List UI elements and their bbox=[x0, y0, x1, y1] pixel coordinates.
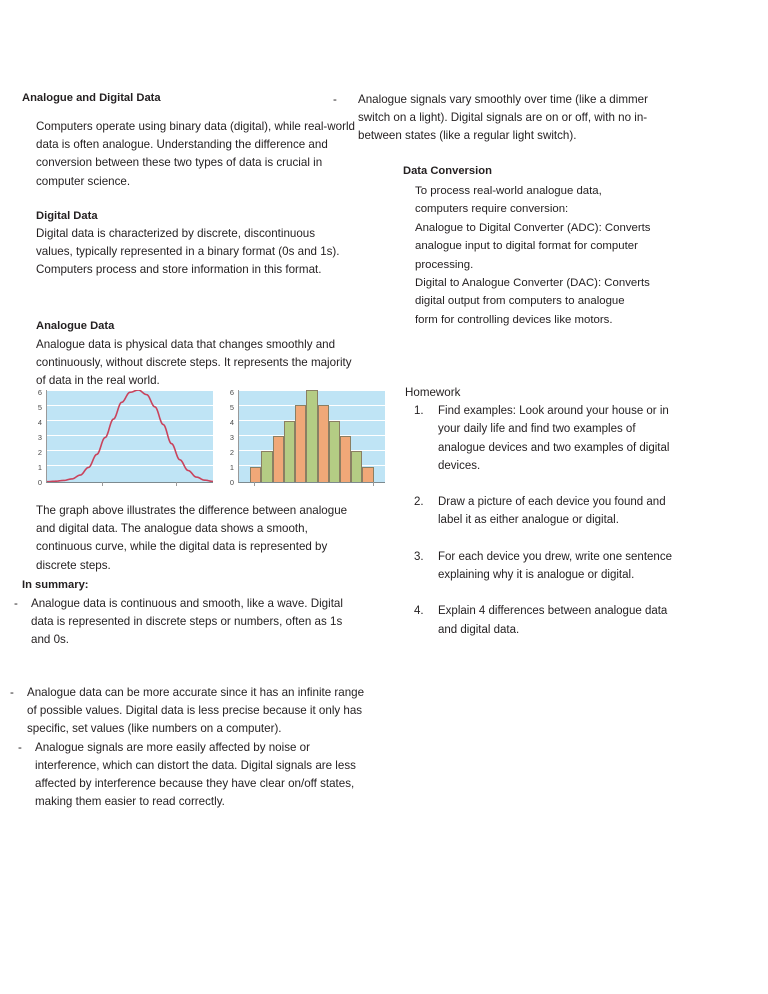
homework-list bbox=[414, 402, 681, 639]
bullet-marker: - bbox=[14, 597, 18, 610]
x-tick bbox=[373, 482, 374, 486]
bullet-text: Analogue data can be more accurate since it has an infinite range of possible values. Digital data is less precise because it only has specific, set values (like numbers on a computer). bbox=[27, 686, 365, 736]
bar bbox=[362, 467, 373, 482]
bullet-marker: - bbox=[10, 686, 14, 699]
chart-plot-area bbox=[238, 390, 385, 483]
list-text: For each device you drew, write one sentence explaining why it is analogue or digital. bbox=[438, 550, 672, 582]
y-tick-label: 1 bbox=[229, 463, 234, 472]
x-tick bbox=[102, 482, 103, 486]
conversion-line: Analogue to Digital Converter (ADC): Converts bbox=[415, 221, 651, 234]
digital-data-paragraph: Digital data is characterized by discrete, discontinuous values, typically represented in a binary format (0s and 1s). Computers process and store information in this format. bbox=[36, 227, 340, 277]
bar bbox=[295, 405, 306, 482]
conversion-line: form for controlling devices like motors. bbox=[415, 313, 613, 326]
summary-heading: In summary: bbox=[22, 579, 89, 591]
bar bbox=[318, 405, 329, 482]
y-tick-label: 5 bbox=[229, 403, 234, 412]
data-conversion-heading: Data Conversion bbox=[403, 165, 492, 177]
bar bbox=[261, 451, 272, 482]
list-text: Explain 4 differences between analogue data and digital data. bbox=[438, 605, 668, 636]
list-marker: 2. bbox=[414, 496, 424, 509]
list-marker: 4. bbox=[414, 605, 424, 618]
list-item bbox=[414, 548, 681, 585]
y-tick-label: 0 bbox=[37, 478, 42, 487]
summary-bullet-list bbox=[14, 595, 364, 650]
x-tick bbox=[176, 482, 177, 486]
y-tick-label: 0 bbox=[229, 478, 234, 487]
list-item bbox=[18, 739, 366, 812]
conversion-line: Digital to Analogue Converter (DAC): Converts bbox=[415, 277, 650, 290]
analogue-data-chart bbox=[30, 390, 213, 492]
digital-data-heading: Digital Data bbox=[36, 210, 98, 222]
y-tick-label: 5 bbox=[37, 403, 42, 412]
page-title: Analogue and Digital Data bbox=[22, 92, 161, 104]
y-tick-label: 4 bbox=[229, 418, 234, 427]
y-tick-label: 6 bbox=[37, 388, 42, 397]
list-text: Draw a picture of each device you found and label it as either analogue or digital. bbox=[438, 496, 666, 527]
conversion-line: digital output from computers to analogue bbox=[415, 295, 625, 308]
bar bbox=[351, 451, 362, 482]
bullet-marker: - bbox=[18, 740, 22, 754]
conversion-line: To process real-world analogue data, bbox=[415, 185, 602, 197]
y-tick-label: 2 bbox=[37, 448, 42, 457]
list-item bbox=[10, 684, 366, 739]
list-marker: 1. bbox=[414, 405, 424, 417]
list-item bbox=[333, 91, 681, 146]
y-tick-label: 1 bbox=[37, 463, 42, 472]
conversion-line: analogue input to digital format for computer bbox=[415, 240, 638, 253]
bar bbox=[284, 421, 295, 482]
analogue-curve-line bbox=[47, 390, 213, 482]
digital-data-chart bbox=[222, 390, 385, 492]
list-text: Find examples: Look around your house or in your daily life and find two examples of analogue devices and two examples of digital devices. bbox=[438, 405, 670, 472]
bullet-text: Analogue data is continuous and smooth, like a wave. Digital data is represented in discrete steps or numbers, often as 1s and 0s. bbox=[31, 597, 343, 647]
chart-y-axis-labels bbox=[30, 390, 44, 492]
y-tick-label: 2 bbox=[229, 448, 234, 457]
list-marker: 3. bbox=[414, 550, 424, 563]
list-item bbox=[414, 602, 681, 639]
lower-bullet-list bbox=[10, 684, 366, 811]
analogue-data-heading: Analogue Data bbox=[36, 320, 115, 332]
bullet-marker: - bbox=[333, 93, 337, 106]
bar bbox=[340, 436, 351, 482]
bar-series bbox=[239, 390, 385, 482]
chart-y-axis-labels bbox=[222, 390, 236, 492]
bar bbox=[273, 436, 284, 482]
bar bbox=[329, 421, 340, 482]
bullet-text: Analogue signals are more easily affected by noise or interference, which can distort the data. Digital signals are less affected by interference because they have clear on/off states, making them easier to read correctly. bbox=[35, 740, 356, 809]
y-tick-label: 4 bbox=[37, 418, 42, 427]
y-tick-label: 6 bbox=[229, 388, 234, 397]
intro-paragraph: Computers operate using binary data (digital), while real-world data is often analogue. Understanding the difference and conversion between these two types of data is crucial in computer science. bbox=[36, 120, 355, 188]
right-bullet bbox=[333, 91, 681, 146]
homework-heading: Homework bbox=[405, 386, 461, 399]
x-tick bbox=[254, 482, 255, 486]
chart-plot-area bbox=[46, 390, 213, 483]
bar bbox=[250, 467, 261, 482]
graph-caption: The graph above illustrates the difference between analogue and digital data. The analogue data shows a smooth, continuous curve, while the digital data is represented by discrete steps. bbox=[36, 504, 348, 572]
bullet-text: Analogue signals vary smoothly over time (like a dimmer switch on a light). Digital signals are on or off, with no in-between states (like a regular light switch). bbox=[358, 93, 648, 143]
conversion-line: processing. bbox=[415, 258, 474, 271]
data-conversion-body bbox=[415, 182, 690, 329]
bar bbox=[306, 390, 317, 482]
y-tick-label: 3 bbox=[229, 433, 234, 442]
list-item bbox=[14, 595, 364, 650]
list-item bbox=[414, 493, 681, 530]
list-item bbox=[414, 402, 681, 475]
conversion-line: computers require conversion: bbox=[415, 203, 569, 216]
analogue-data-paragraph: Analogue data is physical data that changes smoothly and continuously, without discrete steps. It represents the majority of data in the real world. bbox=[36, 338, 352, 388]
y-tick-label: 3 bbox=[37, 433, 42, 442]
